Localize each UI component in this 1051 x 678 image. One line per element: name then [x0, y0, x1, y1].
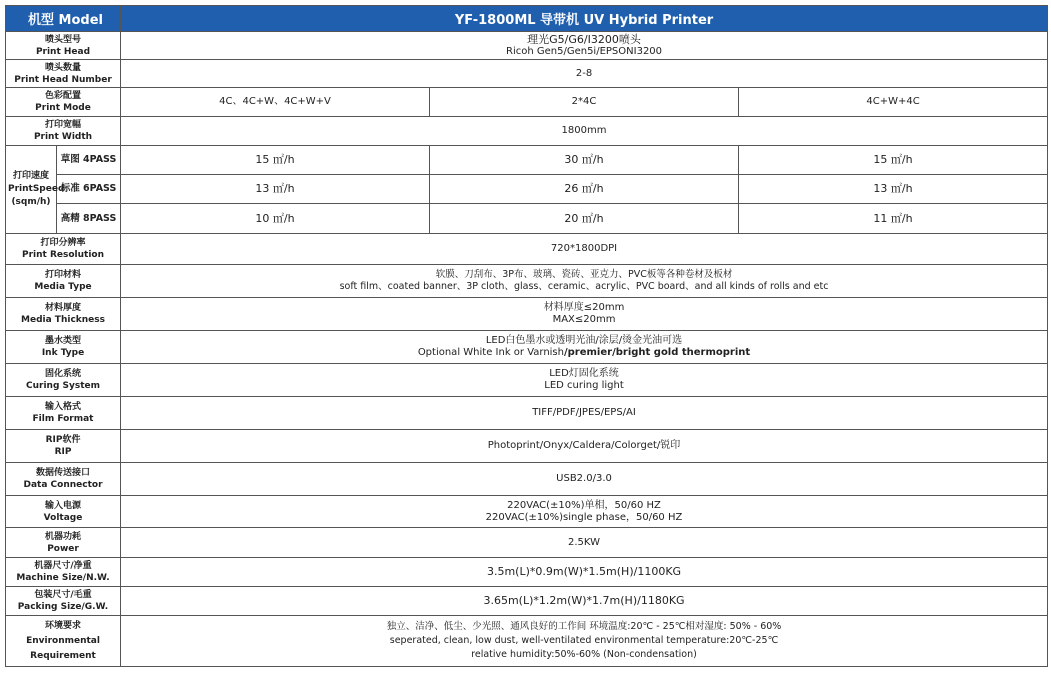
- speed-row-standard: [6, 175, 1048, 204]
- value-line: MAX≤20mm: [552, 314, 616, 325]
- value-line: soft film、coated banner、3P cloth、glass、ceramic、acrylic、PVC board、and all kinds of rolls and etc: [339, 281, 829, 292]
- label-cn: RIP软件: [45, 435, 81, 445]
- value-line: 软膜、刀刮布、3P布、玻璃、瓷砖、亚克力、PVC板等各种卷材及板材: [435, 269, 733, 280]
- label-cn: 包装尺寸/毛重: [34, 590, 92, 600]
- label-en: Power: [47, 543, 79, 554]
- machine-size-label: [6, 558, 121, 587]
- label-en: PrintSpeed: [8, 184, 65, 194]
- print-width-value: 1800mm: [121, 117, 1048, 146]
- spec-table: [5, 5, 1048, 667]
- power-row: [6, 528, 1048, 558]
- print-head-label: [6, 32, 121, 60]
- print-mode-row: [6, 88, 1048, 117]
- print-speed-label: [6, 146, 65, 234]
- power-label: [6, 528, 121, 558]
- ink-type-row: [6, 331, 1048, 364]
- label-cn: 材料厚度: [45, 303, 82, 313]
- voltage-value: [121, 496, 1048, 528]
- print-head-row: [6, 32, 1048, 60]
- label-cn: 色彩配置: [45, 91, 82, 101]
- speed-value: 11 ㎡/h: [739, 204, 1048, 234]
- label-en: Print Mode: [35, 103, 91, 113]
- rip-label: [6, 430, 121, 463]
- voltage-row: [6, 496, 1048, 528]
- head-number-value: 2-8: [121, 60, 1048, 88]
- ink-type-label: [6, 331, 121, 364]
- media-type-row: [6, 265, 1048, 298]
- label-en: Media Thickness: [21, 315, 105, 325]
- speed-value: 15 ㎡/h: [121, 146, 430, 175]
- head-number-label: [6, 60, 121, 88]
- print-mode-label: [6, 88, 121, 117]
- ink-type-value: [121, 331, 1048, 364]
- label-en: Print Width: [33, 132, 93, 142]
- label-cn: 机器尺寸/净重: [34, 561, 92, 571]
- label-en: Environmental: [26, 635, 100, 646]
- resolution-label: [6, 234, 121, 265]
- environment-value: [121, 616, 1048, 667]
- label-en: Print Head: [35, 46, 91, 57]
- value-line: 理光G5/G6/I3200喷头: [527, 32, 641, 46]
- label-en: Packing Size/G.W.: [17, 602, 109, 612]
- value-line: LED curing light: [544, 380, 624, 391]
- media-thickness-row: [6, 298, 1048, 331]
- resolution-row: [6, 234, 1048, 265]
- speed-value: 13 ㎡/h: [121, 175, 430, 204]
- media-type-label: [6, 265, 121, 298]
- label-cn: 打印宽幅: [45, 120, 82, 130]
- speed-mode-name: 草图 4PASS: [57, 146, 121, 175]
- film-format-value: TIFF/PDF/JPES/EPS/AI: [121, 397, 1048, 430]
- label-cn: 机器功耗: [45, 531, 82, 542]
- value-line: 材料厚度≤20mm: [543, 302, 625, 313]
- packing-size-label: [6, 587, 121, 616]
- value-line: LED灯固化系统: [549, 368, 619, 379]
- machine-size-value: 3.5m(L)*0.9m(W)*1.5m(H)/1100KG: [121, 558, 1048, 587]
- print-mode-value-1: 4C、4C+W、4C+W+V: [121, 88, 430, 117]
- value-line: relative humidity:50%-60% (Non-condensation): [471, 649, 697, 660]
- model-title: YF-1800ML 导带机 UV Hybrid Printer: [121, 6, 1048, 32]
- media-thickness-label: [6, 298, 121, 331]
- speed-value: 20 ㎡/h: [430, 204, 739, 234]
- label-en: Requirement: [30, 650, 96, 661]
- machine-size-row: [6, 558, 1048, 587]
- value-part: Optional White Ink or Varnish: [417, 347, 564, 358]
- label-en: RIP: [54, 447, 72, 457]
- film-format-label: [6, 397, 121, 430]
- label-en: Data Connector: [23, 480, 103, 490]
- value-line: 220VAC(±10%)单相，50/60 HZ: [507, 499, 661, 511]
- curing-label: [6, 364, 121, 397]
- speed-mode-name: 标准 6PASS: [57, 175, 121, 204]
- label-cn: 输入电源: [45, 500, 82, 511]
- speed-mode-name: 高精 8PASS: [57, 204, 121, 234]
- value-line: 220VAC(±10%)single phase，50/60 HZ: [485, 511, 683, 523]
- label-cn: 数据传送接口: [36, 468, 91, 478]
- value-part-emphasis: /premier/bright gold thermoprint: [563, 347, 751, 358]
- rip-value: Photoprint/Onyx/Caldera/Colorget/锐印: [121, 430, 1048, 463]
- rip-row: [6, 430, 1048, 463]
- media-thickness-value: [121, 298, 1048, 331]
- value-line: LED白色墨水或透明光油/涂层/烫金光油可选: [485, 335, 683, 346]
- value-line: seperated, clean, low dust, well-ventilated environmental temperature:20℃-25℃: [389, 635, 779, 646]
- label-en: Curing System: [26, 381, 101, 391]
- data-connector-label: [6, 463, 121, 496]
- packing-size-row: [6, 587, 1048, 616]
- speed-value: 10 ㎡/h: [121, 204, 430, 234]
- curing-row: [6, 364, 1048, 397]
- power-value: 2.5KW: [121, 528, 1048, 558]
- print-head-value: [121, 32, 1048, 60]
- value-line: Ricoh Gen5/Gen5i/EPSONI3200: [506, 45, 663, 57]
- header-row: [6, 6, 1048, 32]
- label-cn: 喷头数量: [45, 62, 82, 73]
- media-type-value: [121, 265, 1048, 298]
- label-en: Print Head Number: [14, 74, 112, 85]
- resolution-value: 720*1800DPI: [121, 234, 1048, 265]
- speed-value: 30 ㎡/h: [430, 146, 739, 175]
- environment-row: [6, 616, 1048, 667]
- label-cn: 环境要求: [45, 620, 82, 631]
- speed-value: 13 ㎡/h: [739, 175, 1048, 204]
- label-en: Machine Size/N.W.: [16, 573, 110, 583]
- environment-label: [6, 616, 121, 667]
- print-width-row: [6, 117, 1048, 146]
- label-cn: 打印材料: [45, 270, 82, 280]
- value-line: 独立、洁净、低尘、少光照、通风良好的工作间 环境温度:20℃ - 25℃相对湿度: 50% - 60%: [386, 621, 782, 632]
- label-cn: 打印速度: [12, 171, 49, 181]
- value-line: [123, 347, 1045, 359]
- label-en: Media Type: [34, 282, 92, 292]
- label-cn: 输入格式: [45, 402, 82, 412]
- speed-row-draft: [6, 146, 1048, 175]
- label-cn: 墨水类型: [45, 336, 82, 346]
- head-number-row: [6, 60, 1048, 88]
- data-connector-value: USB2.0/3.0: [121, 463, 1048, 496]
- model-label: 机型 Model: [6, 6, 121, 32]
- label-en: Print Resolution: [22, 250, 105, 260]
- label-unit: (sqm/h): [11, 197, 51, 207]
- speed-row-fine: [6, 204, 1048, 234]
- data-connector-row: [6, 463, 1048, 496]
- film-format-row: [6, 397, 1048, 430]
- label-cn: 打印分辨率: [40, 238, 86, 248]
- print-width-label: [6, 117, 121, 146]
- print-mode-value-2: 2*4C: [430, 88, 739, 117]
- label-cn: 喷头型号: [45, 34, 82, 45]
- label-en: Ink Type: [41, 348, 85, 358]
- curing-value: [121, 364, 1048, 397]
- print-mode-value-3: 4C+W+4C: [739, 88, 1048, 117]
- label-cn: 固化系统: [45, 369, 82, 379]
- speed-value: 26 ㎡/h: [430, 175, 739, 204]
- label-en: Voltage: [43, 512, 83, 523]
- packing-size-value: 3.65m(L)*1.2m(W)*1.7m(H)/1180KG: [121, 587, 1048, 616]
- voltage-label: [6, 496, 121, 528]
- label-en: Film Format: [32, 414, 94, 424]
- speed-value: 15 ㎡/h: [739, 146, 1048, 175]
